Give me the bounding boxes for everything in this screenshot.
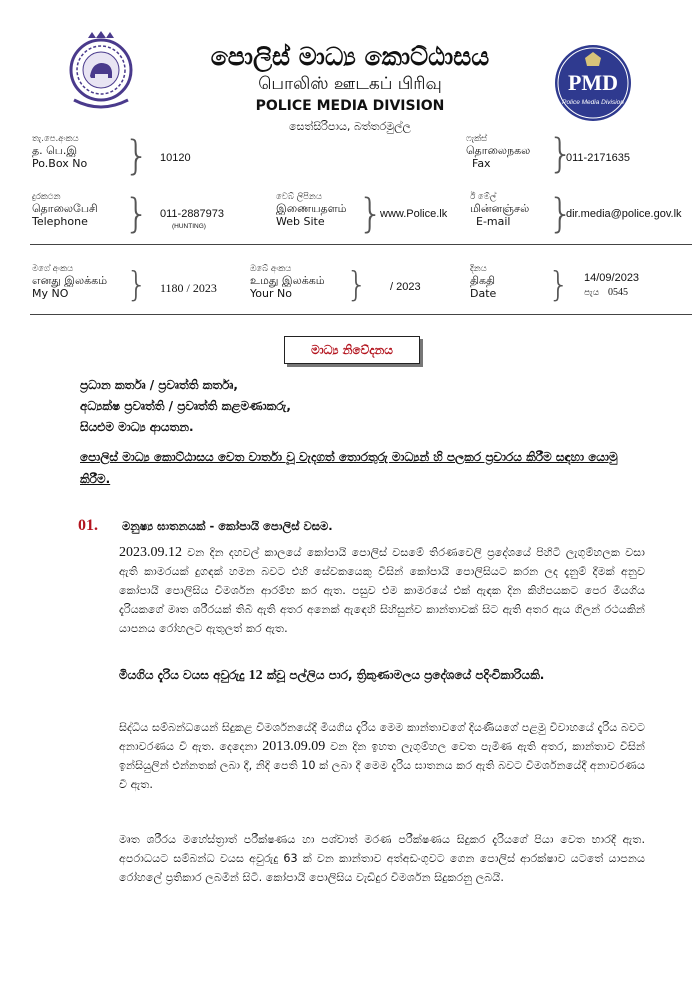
paragraph-4: මෘත ශරීරය මහේස්ත්‍රාත් පරීක්ෂණය හා පශ්චාත් මරණ පරීක්ෂණය සිදුකර දැරියගේ පියා වෙත භාරදී ඇත. අපරාධයට සම්බන්ධ වයස අවුරුදු 63 ක් වන කාන්තාව අත්අඩංගුවට ගෙන පොලිස් ආරක්ෂාව යටතේ යාපනය රෝහලේ ප්‍රතිකාර ලබමින් සිටී. කෝපායි පොලිසිය වැඩිදුර විමර්ශන සිදුකරනු ලබයි. [119,833,645,884]
website-label-si: වෙබ් ලිපිනය [276,192,322,202]
telephone-label-si: දුරකථන [32,192,61,202]
your-no-label-si: ඔබේ අංකය [250,264,292,274]
section-number: 01. [78,517,98,534]
pmd-logo [554,44,632,122]
date-label-en: Date [470,287,497,300]
brace-icon: } [124,133,150,179]
date-label-ta: திகதி [470,274,496,287]
my-no-label [32,264,107,300]
website-link[interactable]: www.Police.lk [380,208,448,220]
addressee-line: සියළුම මාධ්‍ය ආයතන. [80,420,194,434]
subject-line: පොලිස් මාධ්‍ය කොට්ඨාසය වෙත වාර්තා වූ වැදගත් තොරතුරු මාධ්‍යන් හි පලකර ප්‍රචාරය කිරීම සඳහා යොමු කිරීම. [80,450,618,486]
title-sinhala: පොලිස් මාධ්‍ය කොට්ඨාසය [210,42,490,71]
your-no-value: / 2023 [390,281,421,293]
brace-icon: } [346,265,368,305]
pobox-label [32,134,87,170]
paragraph-3-date: 2013.09.09 [262,739,326,754]
website-label-en: Web Site [276,215,325,228]
title-english: POLICE MEDIA DIVISION [255,98,445,114]
my-no-label-ta: எனது இலக்கம் [32,274,108,287]
paragraph-2-age: 12 [248,668,263,683]
fax-value: 011-2171635 [566,152,631,164]
your-no-label-en: Your No [250,287,292,300]
divider [30,314,692,315]
telephone-label [32,192,98,228]
title-tamil: பொலிஸ் ஊடகப் பிரிவு [258,74,442,94]
my-no-value: 1180 / 2023 [160,281,217,295]
pobox-value: 10120 [160,152,191,164]
pobox-label-si: තැ.පෙ.අංකය [32,134,79,144]
my-no-label-si: මගේ අංකය [32,264,74,274]
section-title: මනුෂ්‍ය ඝාතනයක් - කෝපායි පොලිස් වසම. [122,519,333,533]
telephone-note: (HUNTING) [172,223,206,230]
your-no-label-ta: உமது இலக்கம் [250,274,325,287]
email-label-en: E-mail [476,215,511,228]
addressee-line: ප්‍රධාන කර්තෘ / ප්‍රවෘත්ති කර්තෘ, [80,378,238,392]
paragraph-3-b: වන දින ඉහත ලැගුම්හල වෙත පැමිණ ඇති අතර, කාන්තාව විසින් ඉන්සියුලින් එන්නතක් ලබා දී, නිදි පෙති 10 ක් ලබා දී මෙම දැරිය ඝාතනය කර ඇති බවට විමර්ශනයේදී අනාවරණය වී ඇත. [119,740,646,791]
brace-icon: } [358,191,384,237]
pmd-logo-text: PMD [567,70,619,95]
paragraph-2 [119,665,645,686]
paragraph-1-date: 2023.09.12 [119,545,182,560]
date-label [470,264,496,300]
addressee-line: අධ්‍යක්ෂ ප්‍රවෘත්ති / ප්‍රවෘත්ති කළමණාකරු, [80,399,291,413]
fax-label-ta: தொலைநகல [466,144,531,157]
brace-icon: } [126,265,148,305]
brace-icon: } [548,131,574,177]
pmd-logo-subtext: Police Media Division [562,99,624,106]
paragraph-3 [119,718,645,794]
date-label-si: දිනය [470,264,487,274]
paragraph-1-text: වන දින දහවල් කාලයේ කෝපායි පොලිස් වසමේ තිරණවෙලි ප්‍රදේශයේ පිහිටි ලැගුම්හලක වසා ඇති කාමරයක් දුගඳක් හමන බවට එහි සේවකයෙකු විසින් කෝපායි පොලිසියට කරන ලද දැනුම් දීමක් අනුව කෝපායි පොලිසිය විමර්ශන ආරම්භ කර ඇත. පසුව එම කාමරයේ එක් ඇඳක දින කිහිපයකට පෙර මියගිය දැරියකගේ මෘත ශරීරයක් තිබී ඇති අතර අනෙක් ඇඳෙහි සිහිසුන්ව කාන්තාවක් සිට ඇති අතර ඇය ගිලන් රථයකින් යාපනය රෝහලට ඇතුලත් කර ඇත. [119,546,645,635]
email-label-si: ඊ මේල් [470,192,497,202]
brace-icon: } [548,265,570,305]
date-value: 14/09/2023 [584,272,640,284]
telephone-value: 011-2887973 [160,208,225,220]
fax-label-en: Fax [472,157,491,170]
time-label: පැය [584,288,600,298]
email-label-ta: மின்னஞ்சல் [470,202,530,215]
website-label [276,192,346,228]
divider [30,244,692,245]
paragraph-2-pre: මියගිය දැරිය වයස අවුරුදු [119,668,249,682]
time-value: 0545 [608,287,628,298]
my-no-label-en: My NO [32,287,69,300]
your-no-label [250,264,325,300]
brace-icon: } [548,191,574,237]
fax-label-si: ෆැක්ස් [466,134,488,144]
paragraph-1 [119,543,645,638]
email-link[interactable]: dir.media@police.gov.lk [566,208,682,220]
email-label [470,192,529,228]
telephone-label-en: Telephone [32,215,88,228]
brace-icon: } [124,191,150,237]
pobox-label-en: Po.Box No [32,157,88,170]
telephone-label-ta: தொலைபேசி [32,202,98,215]
paragraph-3-a: සිද්ධිය සම්බන්ධයෙන් සිදුකළ විමර්ශනයේදී මියගිය දැරිය මෙම කාන්තාවගේ දියණියගේ පළමු විවාහයේ දැරිය බවට අනාවරණය වී ඇත. දෙදෙනා [119,721,645,753]
pobox-label-ta: த. பெ.இ [32,144,78,157]
paragraph-2-post: ක්වූ පල්ලිය පාර, ත්‍රිකුණාමලය ප්‍රදේශයේ පදිංචිකාරියකි. [262,668,545,682]
address-line: සෙත්සිරිපාය, බත්තරමුල්ල [289,120,411,133]
notice-title: මාධ්‍ය නිවේදනය [284,336,420,364]
fax-label [466,134,530,170]
website-label-ta: இணையதளம் [276,202,347,215]
